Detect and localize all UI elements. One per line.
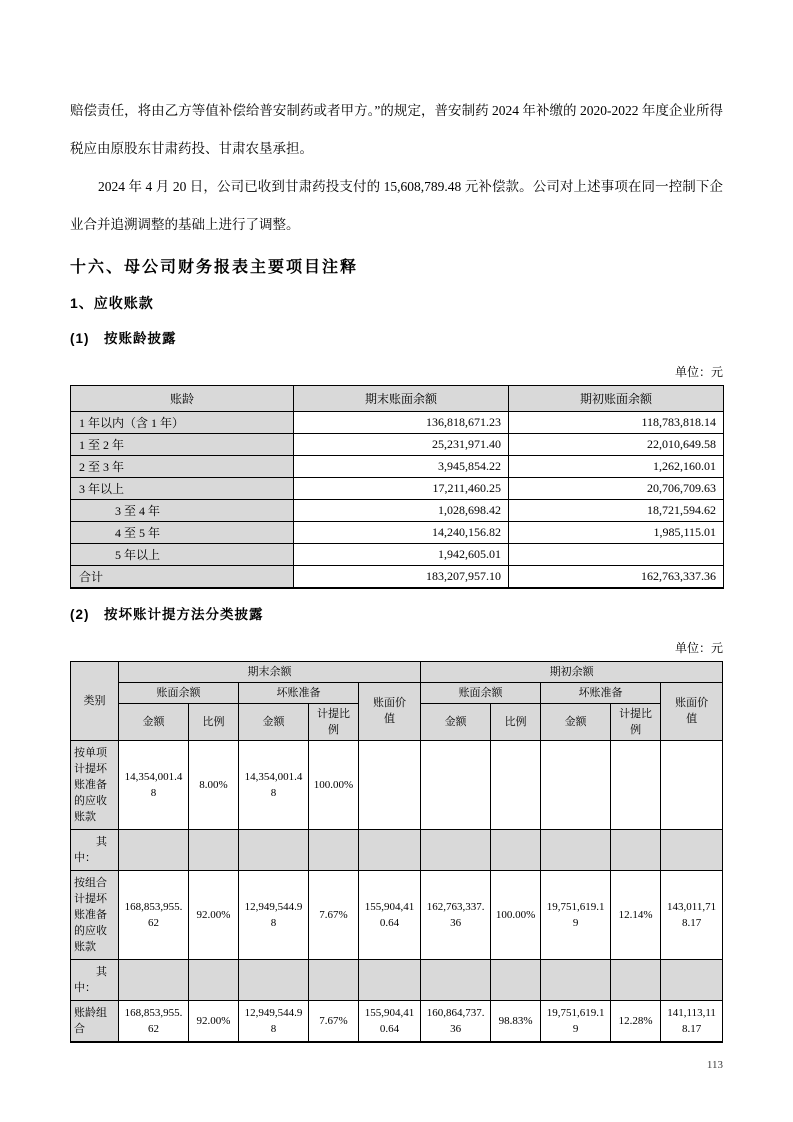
begin-amount-cell xyxy=(421,740,491,829)
end-ratio-cell xyxy=(189,829,239,870)
table-row-portfolio-provision xyxy=(71,870,723,959)
end-book-value-cell xyxy=(359,829,421,870)
provision-header-category: 类别 xyxy=(71,661,119,740)
unit-label: 单位：元 xyxy=(674,365,723,379)
table-row-individual-provision xyxy=(71,740,723,829)
unit-label: 单位：元 xyxy=(674,640,723,655)
provision-header-amount: 金额 xyxy=(119,703,189,740)
end-bad-debt-amount-cell: 12,949,544.98 xyxy=(239,1000,309,1042)
begin-ratio-cell xyxy=(491,829,541,870)
aging-total-label-cell: 合计 xyxy=(71,566,294,588)
aging-label-cell: 5 年以上 xyxy=(71,544,294,566)
aging-label-cell: 2 至 3 年 xyxy=(71,456,294,478)
aging-col-header-beginning: 期初账面余额 xyxy=(509,386,724,412)
begin-book-value-cell xyxy=(661,829,723,870)
provision-header-amount: 金额 xyxy=(421,703,491,740)
table-row xyxy=(71,456,724,478)
aging-ending-cell: 136,818,671.23 xyxy=(294,412,509,434)
begin-ratio-cell xyxy=(491,959,541,1000)
aging-beginning-cell xyxy=(509,544,724,566)
begin-book-value-cell xyxy=(661,740,723,829)
provision-header-provision-ratio: 计提比例 xyxy=(611,703,661,740)
aging-ending-cell: 14,240,156.82 xyxy=(294,522,509,544)
aging-label-cell: 1 至 2 年 xyxy=(71,434,294,456)
provision-header-amount: 金额 xyxy=(541,703,611,740)
aging-beginning-cell: 118,783,818.14 xyxy=(509,412,724,434)
begin-book-value-cell: 143,011,718.17 xyxy=(661,870,723,959)
begin-ratio-cell: 98.83% xyxy=(491,1000,541,1042)
aging-label-cell: 4 至 5 年 xyxy=(71,522,294,544)
begin-book-value-cell: 141,113,118.17 xyxy=(661,1000,723,1042)
begin-ratio-cell xyxy=(491,740,541,829)
item-heading-aging-disclosure: (1) 按账龄披露 xyxy=(70,331,177,346)
begin-amount-cell xyxy=(421,959,491,1000)
table-row-among-which xyxy=(71,959,723,1000)
end-amount-cell xyxy=(119,829,189,870)
paragraph-compensation: 赔偿责任，将由乙方等值补偿给普安制药或者甲方。”的规定，普安制药 2024 年补缴的 2020-2022 年度企业所得税应由原股东甘肃药投、甘肃农垦承担。 xyxy=(70,103,723,156)
table-row-aging-portfolio xyxy=(71,1000,723,1042)
aging-beginning-cell: 1,985,115.01 xyxy=(509,522,724,544)
provision-header-ratio: 比例 xyxy=(491,703,541,740)
table-row xyxy=(71,522,724,544)
provision-header-provision-ratio: 计提比例 xyxy=(309,703,359,740)
begin-bad-debt-amount-cell xyxy=(541,740,611,829)
begin-bad-debt-amount-cell: 19,751,619.19 xyxy=(541,870,611,959)
begin-provision-ratio-cell xyxy=(611,829,661,870)
provision-header-book-value: 账面价值 xyxy=(359,682,421,740)
begin-provision-ratio-cell xyxy=(611,959,661,1000)
end-provision-ratio-cell xyxy=(309,829,359,870)
begin-provision-ratio-cell: 12.14% xyxy=(611,870,661,959)
subsection-heading-receivables: 1、应收账款 xyxy=(70,295,154,311)
table-row xyxy=(71,544,724,566)
end-book-value-cell xyxy=(359,959,421,1000)
provision-header-bad-debt: 坏账准备 xyxy=(239,682,359,703)
aging-beginning-cell: 1,262,160.01 xyxy=(509,456,724,478)
begin-bad-debt-amount-cell xyxy=(541,829,611,870)
begin-bad-debt-amount-cell: 19,751,619.19 xyxy=(541,1000,611,1042)
aging-beginning-cell: 22,010,649.58 xyxy=(509,434,724,456)
table-row-among-which xyxy=(71,829,723,870)
begin-provision-ratio-cell xyxy=(611,740,661,829)
aging-label-cell: 1 年以内（含 1 年） xyxy=(71,412,294,434)
end-ratio-cell xyxy=(189,959,239,1000)
provision-header-row-1 xyxy=(71,661,723,682)
end-provision-ratio-cell xyxy=(309,959,359,1000)
provision-header-amount: 金额 xyxy=(239,703,309,740)
section-heading: 十六、母公司财务报表主要项目注释 xyxy=(70,259,359,276)
table-row xyxy=(71,434,724,456)
provision-header-book-value: 账面价值 xyxy=(661,682,723,740)
aging-ending-cell: 1,028,698.42 xyxy=(294,500,509,522)
provision-header-book-balance: 账面余额 xyxy=(421,682,541,703)
aging-ending-cell: 25,231,971.40 xyxy=(294,434,509,456)
provision-header-row-2 xyxy=(71,682,723,703)
paragraph-payment-received: 2024 年 4 月 20 日，公司已收到甘肃药投支付的 15,608,789.48 元补偿款。公司对上述事项在同一控制下企业合并追溯调整的基础上进行了调整。 xyxy=(70,179,723,232)
end-provision-ratio-cell: 7.67% xyxy=(309,870,359,959)
provision-table xyxy=(70,661,723,1043)
provision-header-book-balance: 账面余额 xyxy=(119,682,239,703)
category-cell: 其中： xyxy=(71,829,119,870)
end-amount-cell: 168,853,955.62 xyxy=(119,870,189,959)
end-provision-ratio-cell: 7.67% xyxy=(309,1000,359,1042)
begin-book-value-cell xyxy=(661,959,723,1000)
aging-ending-cell: 1,942,605.01 xyxy=(294,544,509,566)
end-book-value-cell xyxy=(359,740,421,829)
aging-ending-cell: 17,211,460.25 xyxy=(294,478,509,500)
end-bad-debt-amount-cell xyxy=(239,959,309,1000)
end-bad-debt-amount-cell: 14,354,001.48 xyxy=(239,740,309,829)
aging-beginning-cell: 18,721,594.62 xyxy=(509,500,724,522)
provision-header-ending-group: 期末余额 xyxy=(119,661,421,682)
provision-header-beginning-group: 期初余额 xyxy=(421,661,723,682)
aging-header-row xyxy=(71,386,724,412)
begin-bad-debt-amount-cell xyxy=(541,959,611,1000)
aging-table xyxy=(70,385,724,589)
provision-header-ratio: 比例 xyxy=(189,703,239,740)
aging-col-header-age: 账龄 xyxy=(71,386,294,412)
end-provision-ratio-cell: 100.00% xyxy=(309,740,359,829)
aging-beginning-cell: 20,706,709.63 xyxy=(509,478,724,500)
begin-amount-cell: 162,763,337.36 xyxy=(421,870,491,959)
aging-total-ending-cell: 183,207,957.10 xyxy=(294,566,509,588)
end-amount-cell: 168,853,955.62 xyxy=(119,1000,189,1042)
aging-total-beginning-cell: 162,763,337.36 xyxy=(509,566,724,588)
end-bad-debt-amount-cell: 12,949,544.98 xyxy=(239,870,309,959)
begin-amount-cell: 160,864,737.36 xyxy=(421,1000,491,1042)
category-cell: 账龄组合 xyxy=(71,1000,119,1042)
end-amount-cell xyxy=(119,959,189,1000)
category-cell: 按单项计提坏账准备的应收账款 xyxy=(71,740,119,829)
end-bad-debt-amount-cell xyxy=(239,829,309,870)
end-book-value-cell: 155,904,410.64 xyxy=(359,1000,421,1042)
aging-label-cell: 3 年以上 xyxy=(71,478,294,500)
category-cell: 其中： xyxy=(71,959,119,1000)
provision-header-bad-debt: 坏账准备 xyxy=(541,682,661,703)
aging-col-header-ending: 期末账面余额 xyxy=(294,386,509,412)
end-book-value-cell: 155,904,410.64 xyxy=(359,870,421,959)
begin-amount-cell xyxy=(421,829,491,870)
item-heading-provision-method-disclosure: (2) 按坏账计提方法分类披露 xyxy=(70,606,264,622)
end-ratio-cell: 92.00% xyxy=(189,870,239,959)
begin-ratio-cell: 100.00% xyxy=(491,870,541,959)
aging-ending-cell: 3,945,854.22 xyxy=(294,456,509,478)
table-row-total xyxy=(71,566,724,588)
end-ratio-cell: 8.00% xyxy=(189,740,239,829)
end-ratio-cell: 92.00% xyxy=(189,1000,239,1042)
table-row xyxy=(71,478,724,500)
begin-provision-ratio-cell: 12.28% xyxy=(611,1000,661,1042)
category-cell: 按组合计提坏账准备的应收账款 xyxy=(71,870,119,959)
table-row xyxy=(71,500,724,522)
aging-label-cell: 3 至 4 年 xyxy=(71,500,294,522)
page-number: 113 xyxy=(706,1058,723,1071)
end-amount-cell: 14,354,001.48 xyxy=(119,740,189,829)
table-row xyxy=(71,412,724,434)
